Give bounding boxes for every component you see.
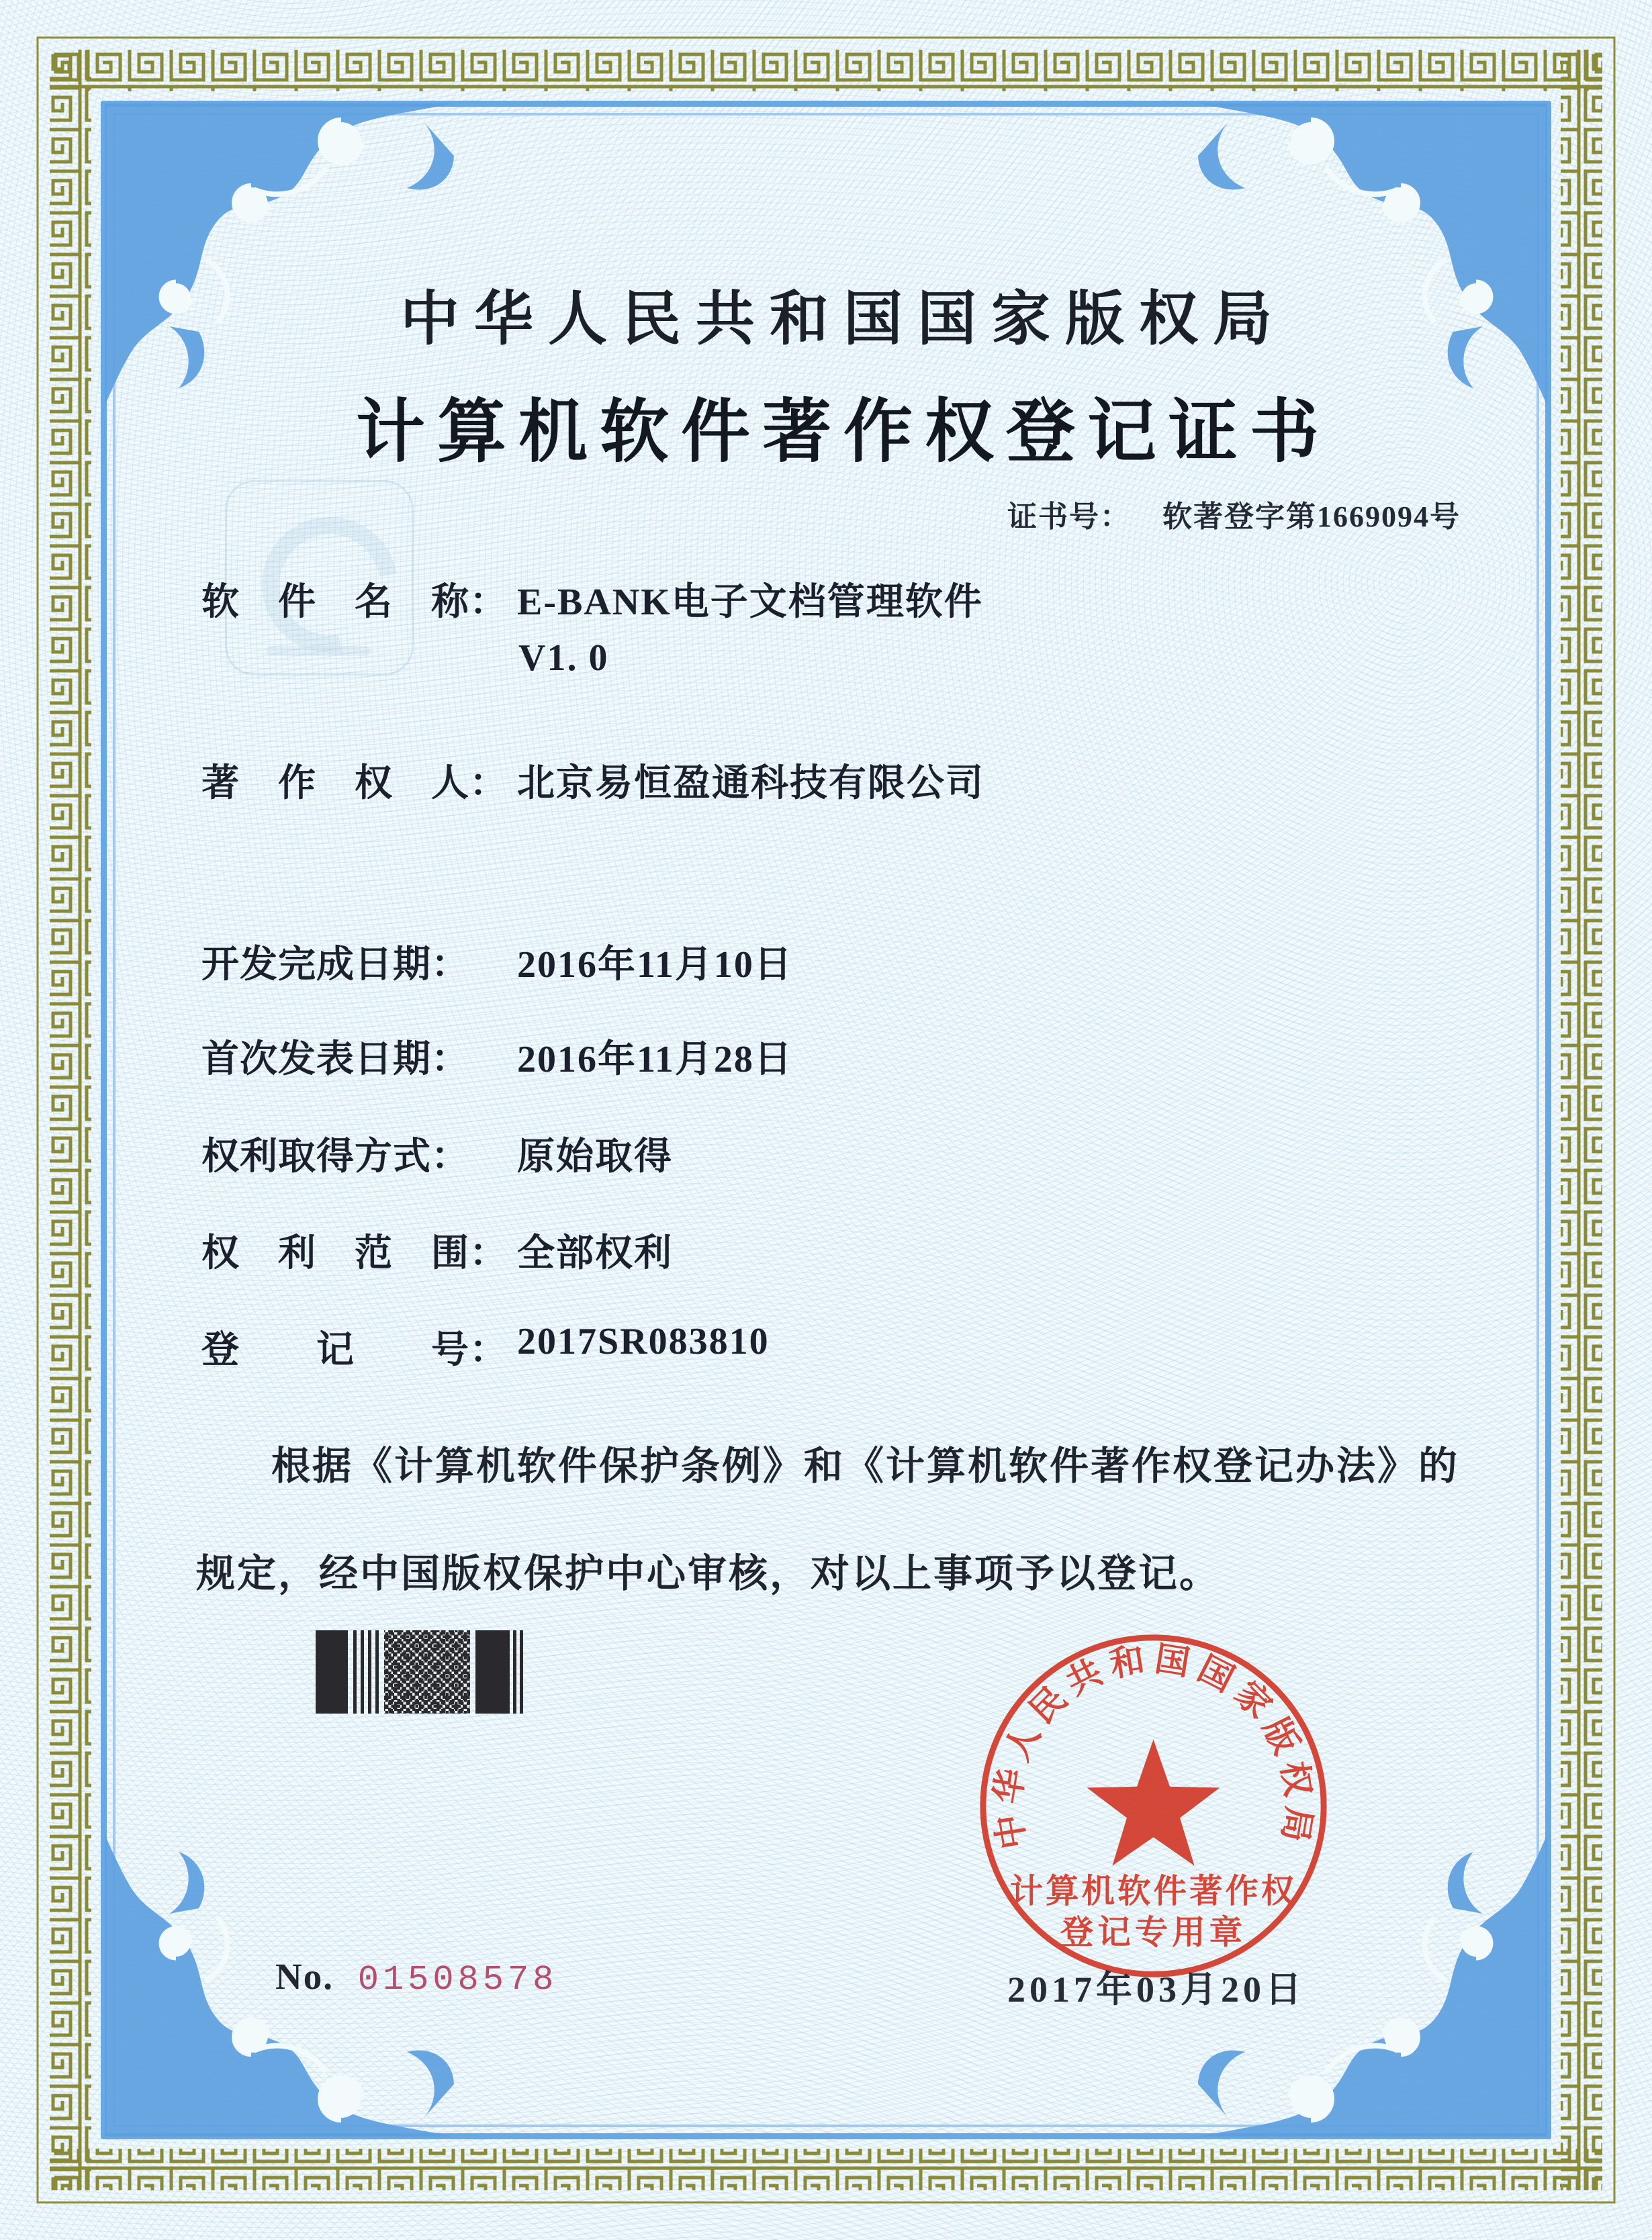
serial-number-label: No. <box>275 1956 334 1997</box>
field-value-rights-scope: 全部权利 <box>517 1233 673 1274</box>
serial-number-line <box>275 1955 557 2000</box>
barcode-thin-bars <box>506 1630 524 1714</box>
corner-flourish-top-left <box>105 103 454 406</box>
statement-line-1: 根据《计算机软件保护条例》和《计算机软件著作权登记办法》的 <box>271 1444 1460 1488</box>
certificate-number-label: 证书号： <box>1007 500 1131 533</box>
seal-ring-text: 中华人民共和国国家版权局 <box>989 1640 1318 1852</box>
field-label-first-publish-date: 首次发表日期： <box>201 1039 469 1080</box>
certificate-number-value: 软著登字第1669094号 <box>1162 500 1461 533</box>
field-row-rights-acquisition <box>201 1127 673 1180</box>
field-row-registration-number <box>201 1320 770 1374</box>
field-value-software-name: E-BANK电子文档管理软件 <box>517 581 983 623</box>
field-label-copyright-owner: 著 作 权 人： <box>201 763 508 804</box>
seal-text-line1: 计算机软件著作权 <box>1009 1873 1297 1910</box>
field-label-software-name: 软 件 名 称： <box>201 581 508 623</box>
field-label-rights-acquisition: 权利取得方式： <box>201 1136 469 1178</box>
field-label-registration-number: 登 记 号： <box>201 1329 508 1371</box>
seal-text-line2: 登记专用章 <box>1060 1914 1247 1951</box>
barcode <box>316 1630 527 1714</box>
field-value-rights-acquisition: 原始取得 <box>517 1136 673 1178</box>
official-red-seal <box>974 1628 1333 1988</box>
barcode-thin-bars <box>353 1630 379 1714</box>
serial-number-value: 01508578 <box>357 1960 558 2000</box>
field-row-dev-complete-date <box>201 935 793 988</box>
issuer-title: 中华人民共和国国家版权局 <box>400 287 1287 353</box>
barcode-matrix <box>384 1630 470 1714</box>
field-label-rights-scope: 权 利 范 围： <box>201 1233 508 1274</box>
field-value-software-version: V1. 0 <box>518 637 609 679</box>
barcode-gap <box>379 1630 384 1714</box>
certificate-number-line <box>1007 492 1461 535</box>
barcode-solid-bar <box>475 1630 506 1714</box>
seal-date: 2017年03月20日 <box>1007 1969 1305 2010</box>
field-value-first-publish-date: 2016年11月28日 <box>517 1039 793 1080</box>
field-value-registration-number: 2017SR083810 <box>517 1321 770 1362</box>
certificate-title: 计算机软件著作权登记证书 <box>356 394 1331 471</box>
barcode-gap <box>470 1630 475 1714</box>
barcode-gap <box>348 1630 353 1714</box>
field-value-dev-complete-date: 2016年11月10日 <box>517 944 793 986</box>
seal-star-icon <box>1087 1739 1220 1865</box>
field-row-rights-scope <box>201 1223 673 1277</box>
field-value-copyright-owner: 北京易恒盈通科技有限公司 <box>517 763 984 804</box>
corner-flourish-top-right <box>1198 103 1547 406</box>
statement-line-2: 规定，经中国版权保护中心审核，对以上事项予以登记。 <box>196 1552 1221 1595</box>
barcode-solid-bar <box>316 1630 348 1714</box>
field-row-copyright-owner <box>201 753 984 807</box>
field-label-dev-complete-date: 开发完成日期： <box>201 944 469 986</box>
field-row-first-publish-date <box>201 1029 793 1083</box>
field-row-software-name <box>201 572 983 626</box>
watermark-letters-ghost <box>266 646 371 656</box>
